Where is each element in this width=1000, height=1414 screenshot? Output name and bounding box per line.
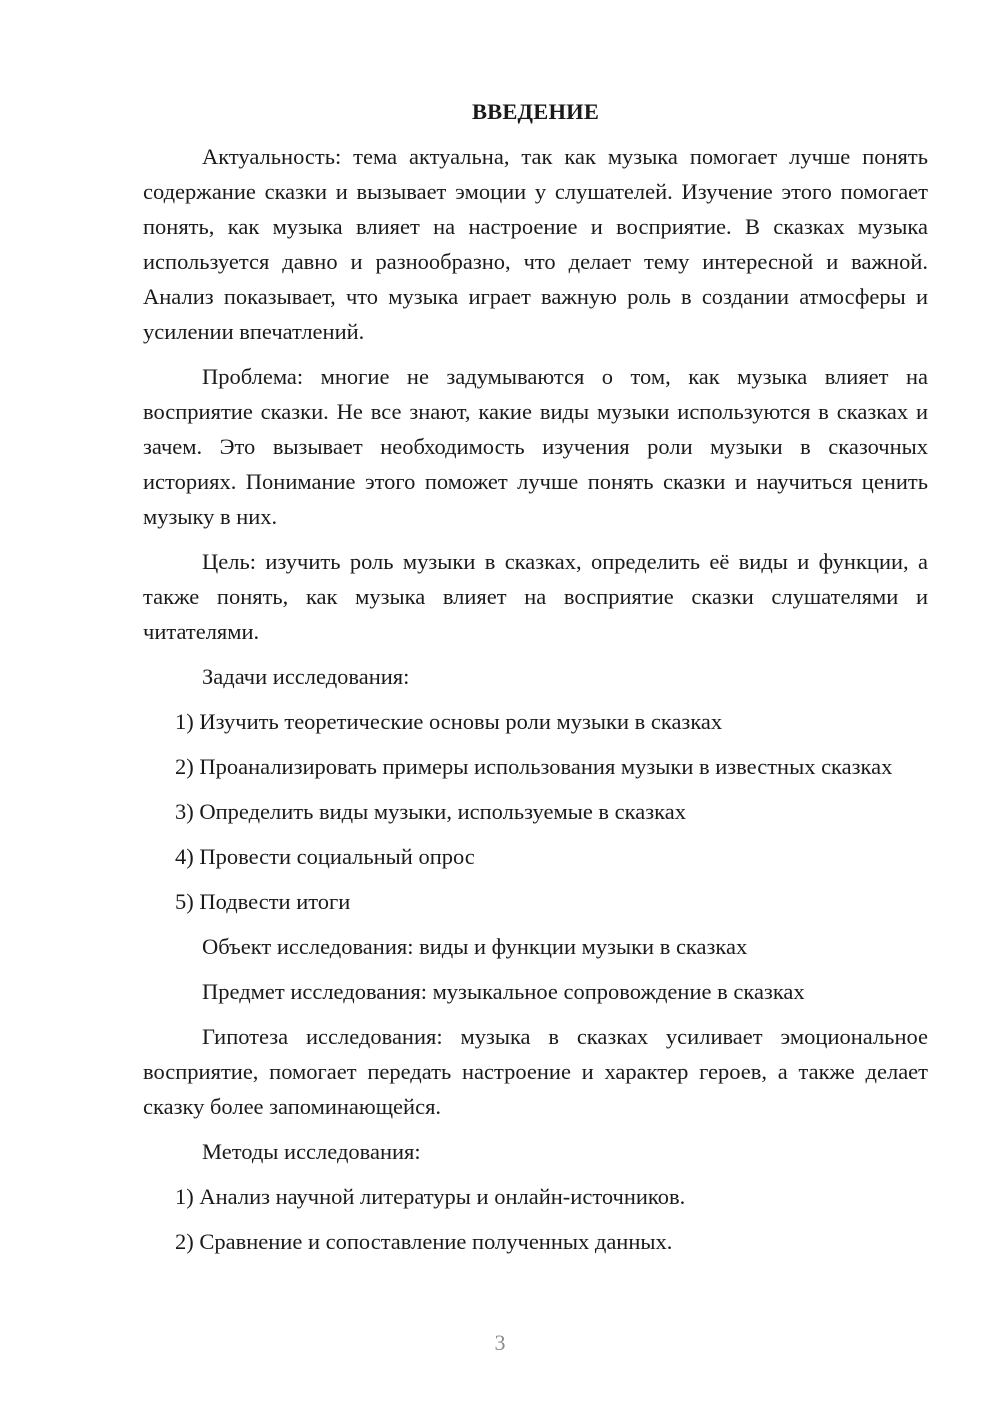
task-item: 3) Определить виды музыки, используемые в сказках xyxy=(175,799,686,824)
paragraph-object: Объект исследования: виды и функции музыки в сказках xyxy=(202,934,748,959)
task-item: 1) Изучить теоретические основы роли музыки в сказках xyxy=(175,709,723,734)
page-title: ВВЕДЕНИЕ xyxy=(471,99,600,124)
paragraph-subject: Предмет исследования: музыкальное сопровождение в сказках xyxy=(202,979,805,1004)
task-item: 2) Проанализировать примеры использования музыки в известных сказках xyxy=(175,754,893,779)
paragraph-relevance: Актуальность: тема актуальна, так как музыка помогает лучше понять содержание сказки и вызывает эмоции у слушателей. Изучение этого помогает понять, как музыка влияет на настроение и восприятие. В сказках музыка используется давно и разнообразно, что делает тему интересной и важной. Анализ показывает, что музыка играет важную роль в создании атмосферы и усилении впечатлений. xyxy=(143,144,928,344)
methods-heading: Методы исследования: xyxy=(202,1139,421,1164)
method-item: 2) Сравнение и сопоставление полученных данных. xyxy=(175,1229,673,1254)
method-item: 1) Анализ научной литературы и онлайн-источников. xyxy=(175,1184,686,1209)
task-item: 5) Подвести итоги xyxy=(175,889,351,914)
page-number: 3 xyxy=(494,1330,506,1355)
document-page xyxy=(143,94,928,1259)
task-item: 4) Провести социальный опрос xyxy=(175,844,475,869)
paragraph-goal: Цель: изучить роль музыки в сказках, определить её виды и функции, а также понять, как музыка влияет на восприятие сказки слушателями и читателями. xyxy=(143,549,928,644)
paragraph-problem: Проблема: многие не задумываются о том, как музыка влияет на восприятие сказки. Не все знают, какие виды музыки используются в сказках и зачем. Это вызывает необходимость изучения роли музыки в сказочных историях. Понимание этого поможет лучше понять сказки и научиться ценить музыку в них. xyxy=(143,364,928,529)
tasks-heading: Задачи исследования: xyxy=(202,664,410,689)
paragraph-hypothesis: Гипотеза исследования: музыка в сказках усиливает эмоциональное восприятие, помогает передать настроение и характер героев, а также делает сказку более запоминающейся. xyxy=(143,1024,928,1119)
